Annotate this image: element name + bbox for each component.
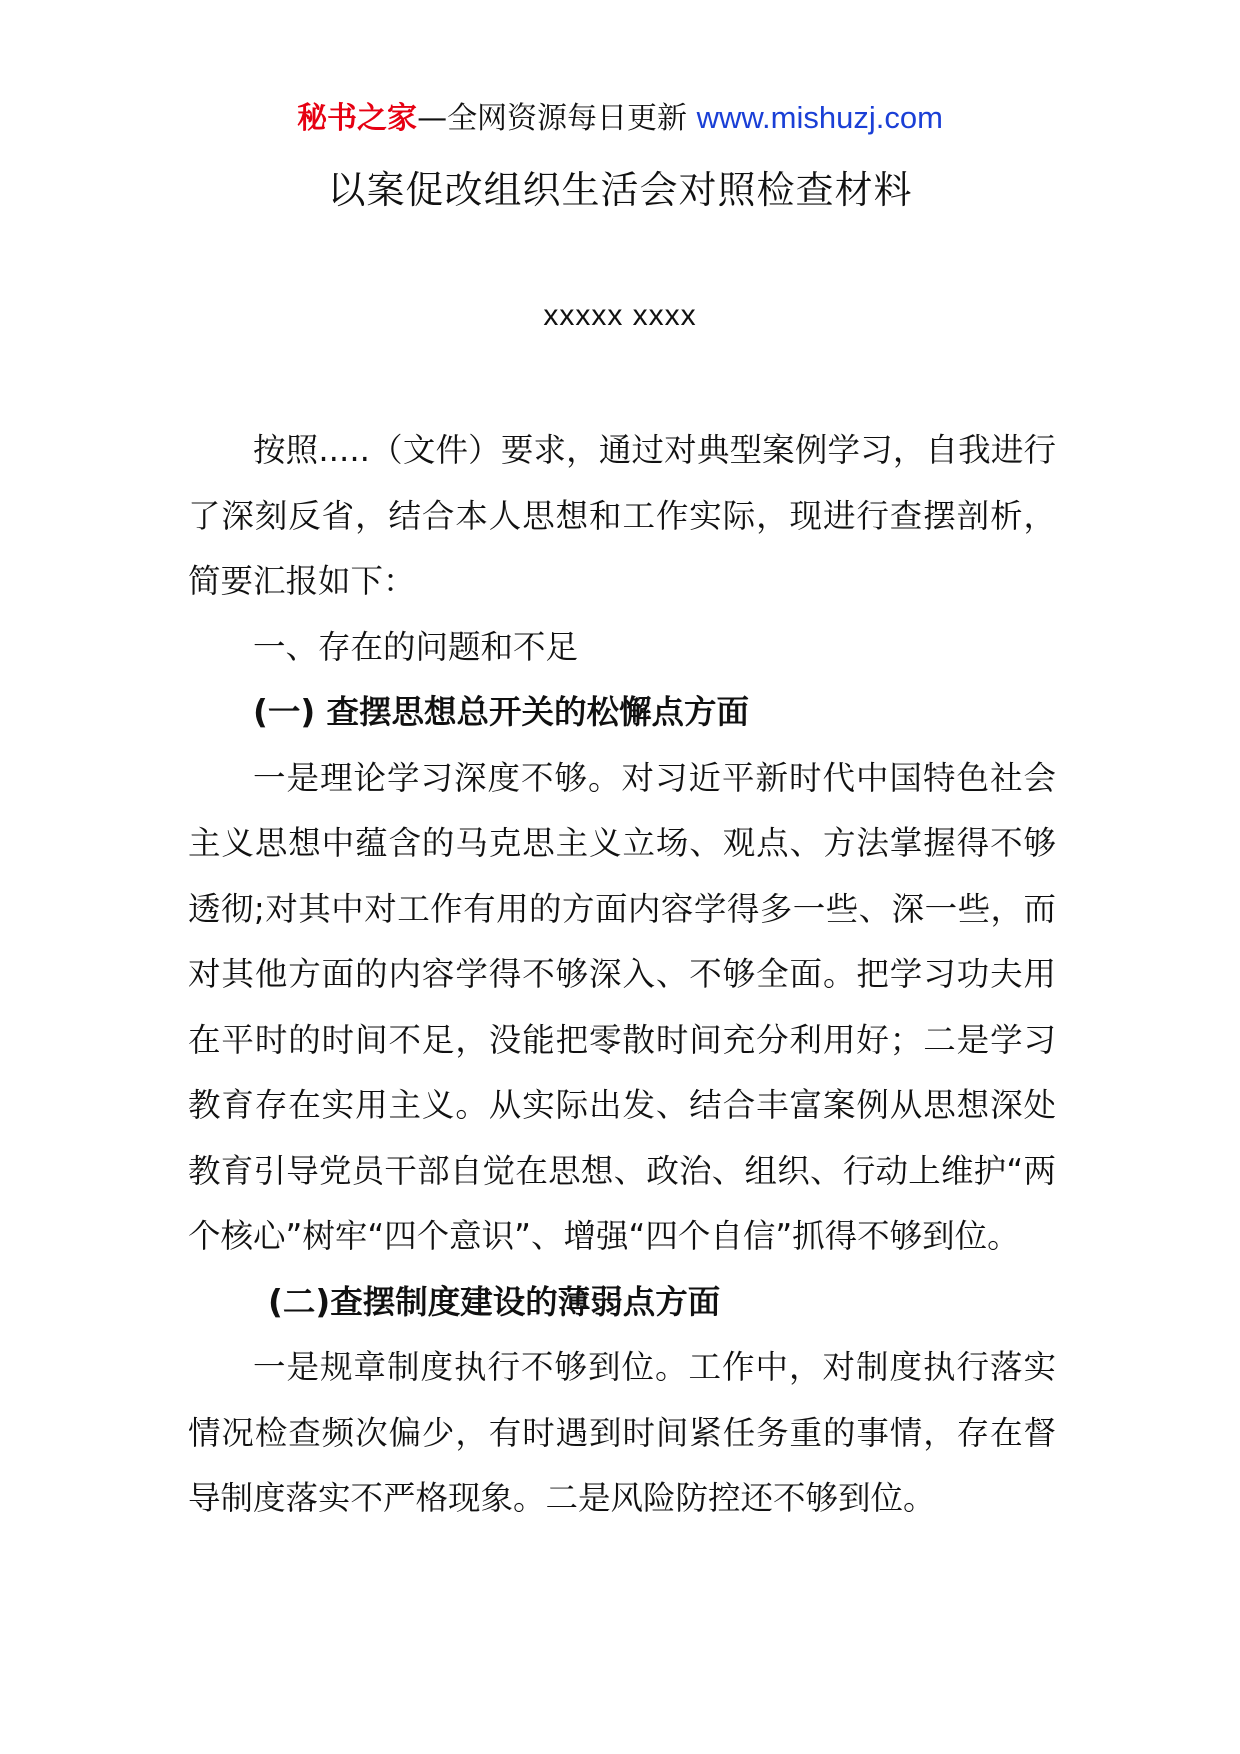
document-title: 以案促改组织生活会对照检查材料 [327,168,913,212]
banner-brand: 秘书之家 [297,101,418,136]
intro-paragraph: 按照.....（文件）要求，通过对典型案例学习，自我进行了深刻反省，结合本人思想和工作实际，现进行查摆剖析，简要汇报如下： [188,431,1056,600]
banner-tagline: —全网资源每日更新 [417,101,697,136]
site-banner [0,98,1240,139]
subsection-heading-2: (二)查摆制度建设的薄弱点方面 [268,1282,721,1321]
document-body [188,418,1056,1532]
section-heading: 一、存在的问题和不足 [253,627,579,666]
banner-url-link[interactable]: www.mishuzj.com [696,100,943,135]
subsection-heading-1: (一) 查摆思想总开关的松懈点方面 [253,693,750,731]
subsection-paragraph-2: 一是规章制度执行不够到位。工作中，对制度执行落实情况检查频次偏少，有时遇到时间紧任务重的事情，存在督导制度落实不严格现象。二是风险防控还不够到位。 [188,1348,1056,1517]
subsection-paragraph-1: 一是理论学习深度不够。对习近平新时代中国特色社会主义思想中蕴含的马克思主义立场、观点、方法掌握得不够透彻;对其中对工作有用的方面内容学得多一些、深一些，而对其他方面的内容学得不够深入、不够全面。把学习功夫用在平时的时间不足，没能把零散时间充分利用好；二是学习教育存在实用主义。从实际出发、结合丰富案例从思想深处教育引导党员干部自觉在思想、政治、组织、行动上维护“两个核心”树牢“四个意识”、增强“四个自信”抓得不够到位。 [188,758,1056,1255]
document-author: xxxxx xxxx [543,299,697,332]
